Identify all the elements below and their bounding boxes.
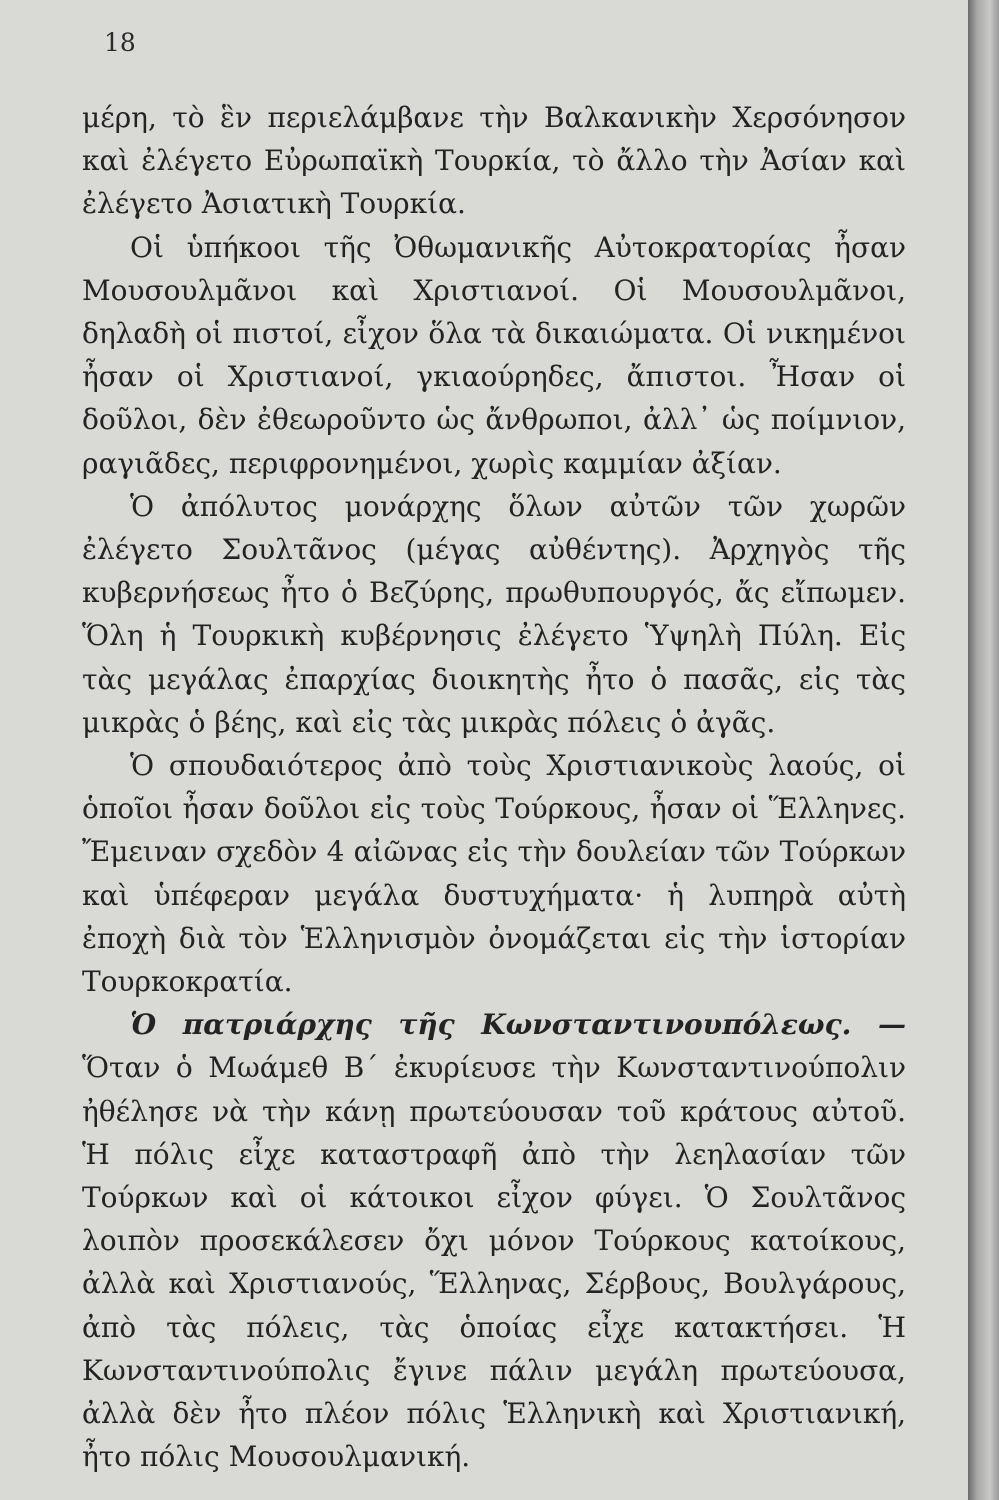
section-paragraph — [82, 1003, 906, 1478]
section-body: Ὅταν ὁ Μωάμεθ Β΄ ἐκυρίευσε τὴν Κωνσταντινούπολιν ἠθέλησε νὰ τὴν κάνῃ πρωτεύουσαν τοῦ κράτους αὐτοῦ. Ἡ πόλις εἶχε καταστραφῆ ἀπὸ τὴν λεηλασίαν τῶν Τούρκων καὶ οἱ κάτοικοι εἶχον φύγει. Ὁ Σουλτᾶνος λοιπὸν προσεκάλεσεν ὄχι μόνον Τούρκους κατοίκους, ἀλλὰ καὶ Χριστιανούς, Ἕλληνας, Σέρβους, Βουλγάρους, ἀπὸ τὰς πόλεις, τὰς ὁποίας εἶχε κατακτήσει. Ἡ Κωνσταντινούπολις ἔγινε πάλιν μεγάλη πρωτεύουσα, ἀλλὰ δὲν ἦτο πλέον πόλις Ἑλληνικὴ καὶ Χριστιανική, ἦτο πόλις Μουσουλμανική. — [82, 1051, 906, 1474]
body-text — [82, 96, 906, 1479]
paragraph-2: Οἱ ὑπήκοοι τῆς Ὀθωμανικῆς Αὐτοκρατορίας ἦσαν Μουσουλμᾶνοι καὶ Χριστιανοί. Οἱ Μουσουλμᾶνοι, δηλαδὴ οἱ πιστοί, εἶχον ὅλα τὰ δικαιώματα. Οἱ νικημένοι ἦσαν οἱ Χριστιανοί, γκιαούρηδες, ἄπιστοι. Ἦσαν οἱ δοῦλοι, δὲν ἐθεωροῦντο ὡς ἄνθρωποι, ἀλλ᾽ ὡς ποίμνιον, ραγιᾶδες, περιφρονημένοι, χωρὶς καμμίαν ἀξίαν. — [82, 230, 906, 480]
paragraph-3: Ὁ ἀπόλυτος μονάρχης ὅλων αὐτῶν τῶν χωρῶν ἐλέγετο Σουλτᾶνος (μέγας αὐθέντης). Ἀρχηγὸς τῆς κυβερνήσεως ἦτο ὁ Βεζύρης, πρωθυπουργός, ἄς εἴπωμεν. Ὅλη ἡ Τουρκικὴ κυβέρνησις ἐλέγετο Ὑψηλὴ Πύλη. Εἰς τὰς μεγάλας ἐπαρχίας διοικητὴς ἦτο ὁ πασᾶς, εἰς τὰς μικρὰς ὁ βέης, καὶ εἰς τὰς μικρὰς πόλεις ὁ ἀγᾶς. — [82, 489, 906, 739]
page-edge-shadow — [968, 0, 999, 1500]
paragraph-1: μέρη, τὸ ἓν περιελάμβανε τὴν Βαλκανικὴν Χερσόνησον καὶ ἐλέγετο Εὐρωπαϊκὴ Τουρκία, τὸ ἄλλο τὴν Ἀσίαν καὶ ἐλέγετο Ἀσιατικὴ Τουρκία. — [82, 101, 906, 221]
section-heading: Ὁ πατριάρχης τῆς Κωνσταντινουπόλεως. — — [130, 1008, 906, 1042]
page-number: 18 — [104, 28, 136, 57]
paragraph-4: Ὁ σπουδαιότερος ἀπὸ τοὺς Χριστιανικοὺς λαούς, οἱ ὁποῖοι ἦσαν δοῦλοι εἰς τοὺς Τούρκους, ἦσαν οἱ Ἕλληνες. Ἔμειναν σχεδὸν 4 αἰῶνας εἰς τὴν δουλείαν τῶν Τούρκων καὶ ὑπέφεραν μεγάλα δυστυχήματα· ἡ λυπηρὰ αὐτὴ ἐποχὴ διὰ τὸν Ἑλληνισμὸν ὀνομάζεται εἰς τὴν ἱστορίαν Τουρκοκρατία. — [82, 749, 906, 999]
